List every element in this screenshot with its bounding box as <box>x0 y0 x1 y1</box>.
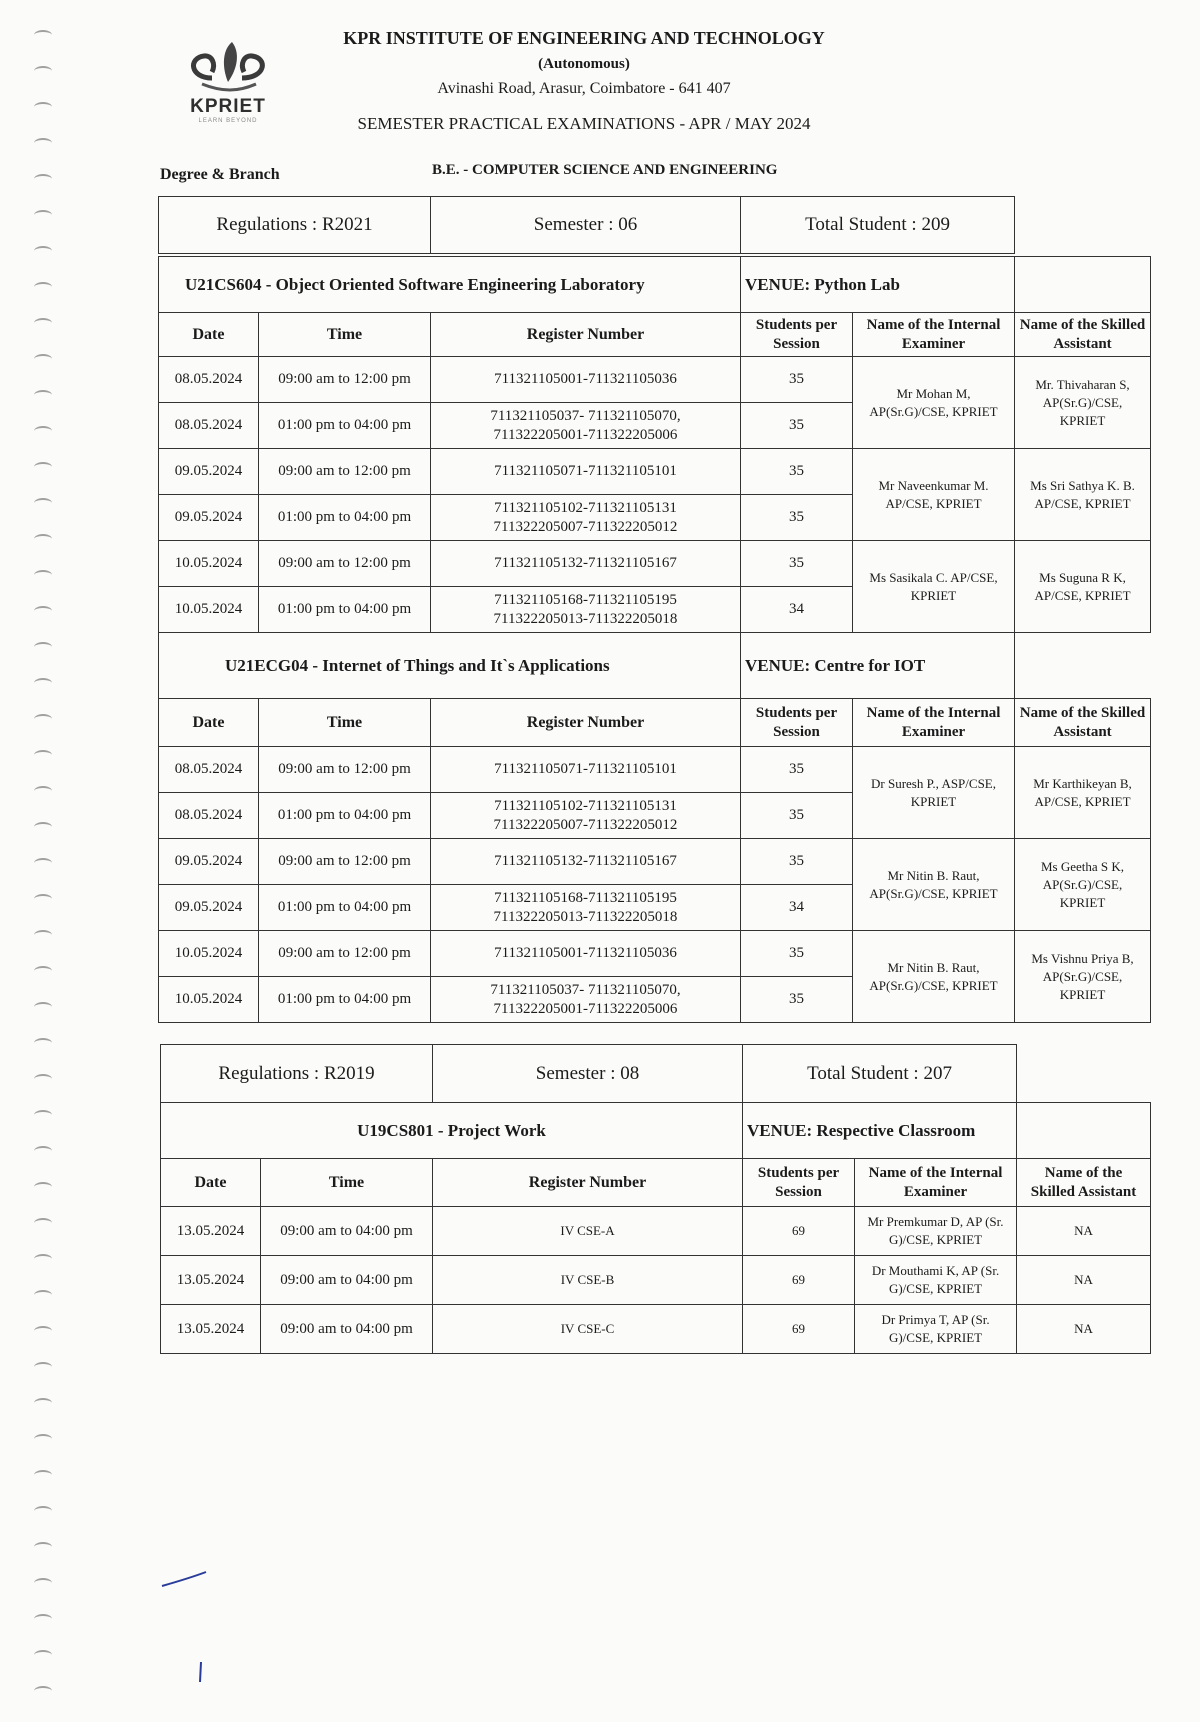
skilled-assistant: Ms Vishnu Priya B, AP(Sr.G)/CSE, KPRIET <box>1015 931 1151 1023</box>
column-header-row <box>159 313 1151 357</box>
row-time: 01:00 pm to 04:00 pm <box>259 587 431 633</box>
row-register: IV CSE-A <box>433 1207 743 1256</box>
logo-emblem-icon <box>182 38 274 94</box>
row-date: 08.05.2024 <box>159 747 259 793</box>
col-assistant: Name of the Skilled Assistant <box>1015 699 1151 747</box>
row-date: 13.05.2024 <box>161 1207 261 1256</box>
row-register: 711321105071-711321105101 <box>431 449 741 495</box>
skilled-assistant: Mr. Thivaharan S, AP(Sr.G)/CSE, KPRIET <box>1015 357 1151 449</box>
row-students: 35 <box>741 839 853 885</box>
column-header-row <box>161 1159 1151 1207</box>
row-students: 34 <box>741 885 853 931</box>
row-time: 01:00 pm to 04:00 pm <box>259 885 431 931</box>
row-students: 34 <box>741 587 853 633</box>
institute-name: KPR INSTITUTE OF ENGINEERING AND TECHNOLOGY <box>343 28 825 48</box>
skilled-assistant: NA <box>1017 1207 1151 1256</box>
row-students: 35 <box>741 747 853 793</box>
col-students: Students per Session <box>741 699 853 747</box>
row-time: 01:00 pm to 04:00 pm <box>259 495 431 541</box>
row-time: 09:00 am to 12:00 pm <box>259 839 431 885</box>
regulation-row <box>159 197 1015 254</box>
row-students: 69 <box>743 1256 855 1305</box>
degree-label: Degree & Branch <box>160 166 280 183</box>
row-register: IV CSE-B <box>433 1256 743 1305</box>
skilled-assistant: Ms Geetha S K, AP(Sr.G)/CSE, KPRIET <box>1015 839 1151 931</box>
row-register: 711321105037- 711321105070, 711322205001-711322205006 <box>431 977 741 1023</box>
internal-examiner: Mr Naveenkumar M. AP/CSE, KPRIET <box>853 449 1015 541</box>
row-date: 09.05.2024 <box>159 495 259 541</box>
table-row <box>161 1305 1151 1354</box>
row-time: 09:00 am to 04:00 pm <box>261 1207 433 1256</box>
schedule-table-r2021 <box>158 196 1015 254</box>
internal-examiner: Dr Primya T, AP (Sr. G)/CSE, KPRIET <box>855 1305 1017 1354</box>
internal-examiner: Mr Nitin B. Raut, AP(Sr.G)/CSE, KPRIET <box>853 931 1015 1023</box>
course-venue: VENUE: Respective Classroom <box>743 1103 1017 1159</box>
col-date: Date <box>161 1159 261 1207</box>
col-assistant: Name of the Skilled Assistant <box>1015 313 1151 357</box>
row-register: IV CSE-C <box>433 1305 743 1354</box>
internal-examiner: Mr Mohan M, AP(Sr.G)/CSE, KPRIET <box>853 357 1015 449</box>
row-date: 08.05.2024 <box>159 403 259 449</box>
row-date: 09.05.2024 <box>159 449 259 495</box>
logo-wordmark: KPRIET <box>190 96 266 117</box>
course-title-row <box>159 257 1151 313</box>
logo-tagline: LEARN BEYOND <box>198 118 258 124</box>
binding-marks <box>34 30 58 1722</box>
row-time: 09:00 am to 12:00 pm <box>259 541 431 587</box>
row-date: 09.05.2024 <box>159 885 259 931</box>
table-row <box>159 747 1151 793</box>
skilled-assistant: NA <box>1017 1305 1151 1354</box>
row-students: 35 <box>741 931 853 977</box>
row-register: 711321105102-711321105131 711322205007-711322205012 <box>431 793 741 839</box>
internal-examiner: Ms Sasikala C. AP/CSE, KPRIET <box>853 541 1015 633</box>
col-students: Students per Session <box>743 1159 855 1207</box>
row-students: 35 <box>741 449 853 495</box>
course-name: U19CS801 - Project Work <box>161 1103 743 1159</box>
row-time: 09:00 am to 04:00 pm <box>261 1305 433 1354</box>
col-students: Students per Session <box>741 313 853 357</box>
row-date: 10.05.2024 <box>159 587 259 633</box>
row-date: 10.05.2024 <box>159 977 259 1023</box>
col-examiner: Name of the Internal Examiner <box>855 1159 1017 1207</box>
row-time: 09:00 am to 04:00 pm <box>261 1256 433 1305</box>
table-row <box>159 931 1151 977</box>
row-register: 711321105001-711321105036 <box>431 357 741 403</box>
row-date: 08.05.2024 <box>159 357 259 403</box>
institute-logo <box>178 38 278 124</box>
row-register: 711321105168-711321105195 711322205013-711322205018 <box>431 885 741 931</box>
course-title-row <box>161 1103 1151 1159</box>
col-register: Register Number <box>433 1159 743 1207</box>
column-header-row <box>159 699 1151 747</box>
row-register: 711321105037- 711321105070, 711322205001-711322205006 <box>431 403 741 449</box>
course-venue: VENUE: Centre for IOT <box>741 633 1015 699</box>
row-register: 711321105168-711321105195 711322205013-711322205018 <box>431 587 741 633</box>
row-students: 35 <box>741 977 853 1023</box>
row-register: 711321105132-711321105167 <box>431 541 741 587</box>
col-examiner: Name of the Internal Examiner <box>853 313 1015 357</box>
course-table-oose <box>158 256 1151 1023</box>
regulation-row <box>161 1045 1151 1103</box>
semester-label: Semester : 06 <box>431 197 741 254</box>
row-date: 10.05.2024 <box>159 931 259 977</box>
skilled-assistant: Mr Karthikeyan B, AP/CSE, KPRIET <box>1015 747 1151 839</box>
row-students: 69 <box>743 1207 855 1256</box>
internal-examiner: Mr Premkumar D, AP (Sr. G)/CSE, KPRIET <box>855 1207 1017 1256</box>
total-students-label: Total Student : 209 <box>741 197 1015 254</box>
col-time: Time <box>259 313 431 357</box>
table-row <box>161 1256 1151 1305</box>
table-row <box>159 357 1151 403</box>
degree-value: B.E. - COMPUTER SCIENCE AND ENGINEERING <box>432 162 778 178</box>
row-students: 35 <box>741 403 853 449</box>
col-register: Register Number <box>431 699 741 747</box>
row-register: 711321105102-711321105131 711322205007-711322205012 <box>431 495 741 541</box>
regulation-label: Regulations : R2021 <box>159 197 431 254</box>
col-date: Date <box>159 313 259 357</box>
row-date: 09.05.2024 <box>159 839 259 885</box>
row-date: 13.05.2024 <box>161 1256 261 1305</box>
row-time: 09:00 am to 12:00 pm <box>259 747 431 793</box>
course-name: U21ECG04 - Internet of Things and It`s Applications <box>159 633 741 699</box>
course-name: U21CS604 - Object Oriented Software Engineering Laboratory <box>159 257 741 313</box>
row-students: 35 <box>741 495 853 541</box>
pen-tick-icon <box>196 1660 206 1686</box>
skilled-assistant: NA <box>1017 1256 1151 1305</box>
skilled-assistant: Ms Suguna R K, AP/CSE, KPRIET <box>1015 541 1151 633</box>
row-register: 711321105001-711321105036 <box>431 931 741 977</box>
semester-label: Semester : 08 <box>433 1045 743 1103</box>
institute-address: Avinashi Road, Arasur, Coimbatore - 641 407 <box>437 80 731 97</box>
exam-title: SEMESTER PRACTICAL EXAMINATIONS - APR / MAY 2024 <box>357 114 811 133</box>
row-time: 01:00 pm to 04:00 pm <box>259 403 431 449</box>
row-students: 35 <box>741 793 853 839</box>
row-register: 711321105071-711321105101 <box>431 747 741 793</box>
row-date: 08.05.2024 <box>159 793 259 839</box>
row-students: 69 <box>743 1305 855 1354</box>
col-assistant: Name of the Skilled Assistant <box>1017 1159 1151 1207</box>
total-students-label: Total Student : 207 <box>743 1045 1017 1103</box>
table-row <box>159 541 1151 587</box>
row-time: 09:00 am to 12:00 pm <box>259 357 431 403</box>
pen-mark-icon <box>160 1570 210 1590</box>
row-students: 35 <box>741 357 853 403</box>
col-register: Register Number <box>431 313 741 357</box>
institute-status: (Autonomous) <box>538 56 630 72</box>
course-title-row <box>159 633 1151 699</box>
col-time: Time <box>261 1159 433 1207</box>
col-examiner: Name of the Internal Examiner <box>853 699 1015 747</box>
row-register: 711321105132-711321105167 <box>431 839 741 885</box>
course-venue: VENUE: Python Lab <box>741 257 1015 313</box>
row-time: 01:00 pm to 04:00 pm <box>259 977 431 1023</box>
row-date: 10.05.2024 <box>159 541 259 587</box>
row-students: 35 <box>741 541 853 587</box>
col-time: Time <box>259 699 431 747</box>
table-row <box>161 1207 1151 1256</box>
regulation-label: Regulations : R2019 <box>161 1045 433 1103</box>
schedule-table-r2019 <box>160 1044 1151 1354</box>
internal-examiner: Dr Mouthami K, AP (Sr. G)/CSE, KPRIET <box>855 1256 1017 1305</box>
row-time: 09:00 am to 12:00 pm <box>259 931 431 977</box>
table-row <box>159 839 1151 885</box>
internal-examiner: Dr Suresh P., ASP/CSE, KPRIET <box>853 747 1015 839</box>
row-time: 01:00 pm to 04:00 pm <box>259 793 431 839</box>
row-time: 09:00 am to 12:00 pm <box>259 449 431 495</box>
row-date: 13.05.2024 <box>161 1305 261 1354</box>
col-date: Date <box>159 699 259 747</box>
skilled-assistant: Ms Sri Sathya K. B. AP/CSE, KPRIET <box>1015 449 1151 541</box>
table-row <box>159 449 1151 495</box>
internal-examiner: Mr Nitin B. Raut, AP(Sr.G)/CSE, KPRIET <box>853 839 1015 931</box>
